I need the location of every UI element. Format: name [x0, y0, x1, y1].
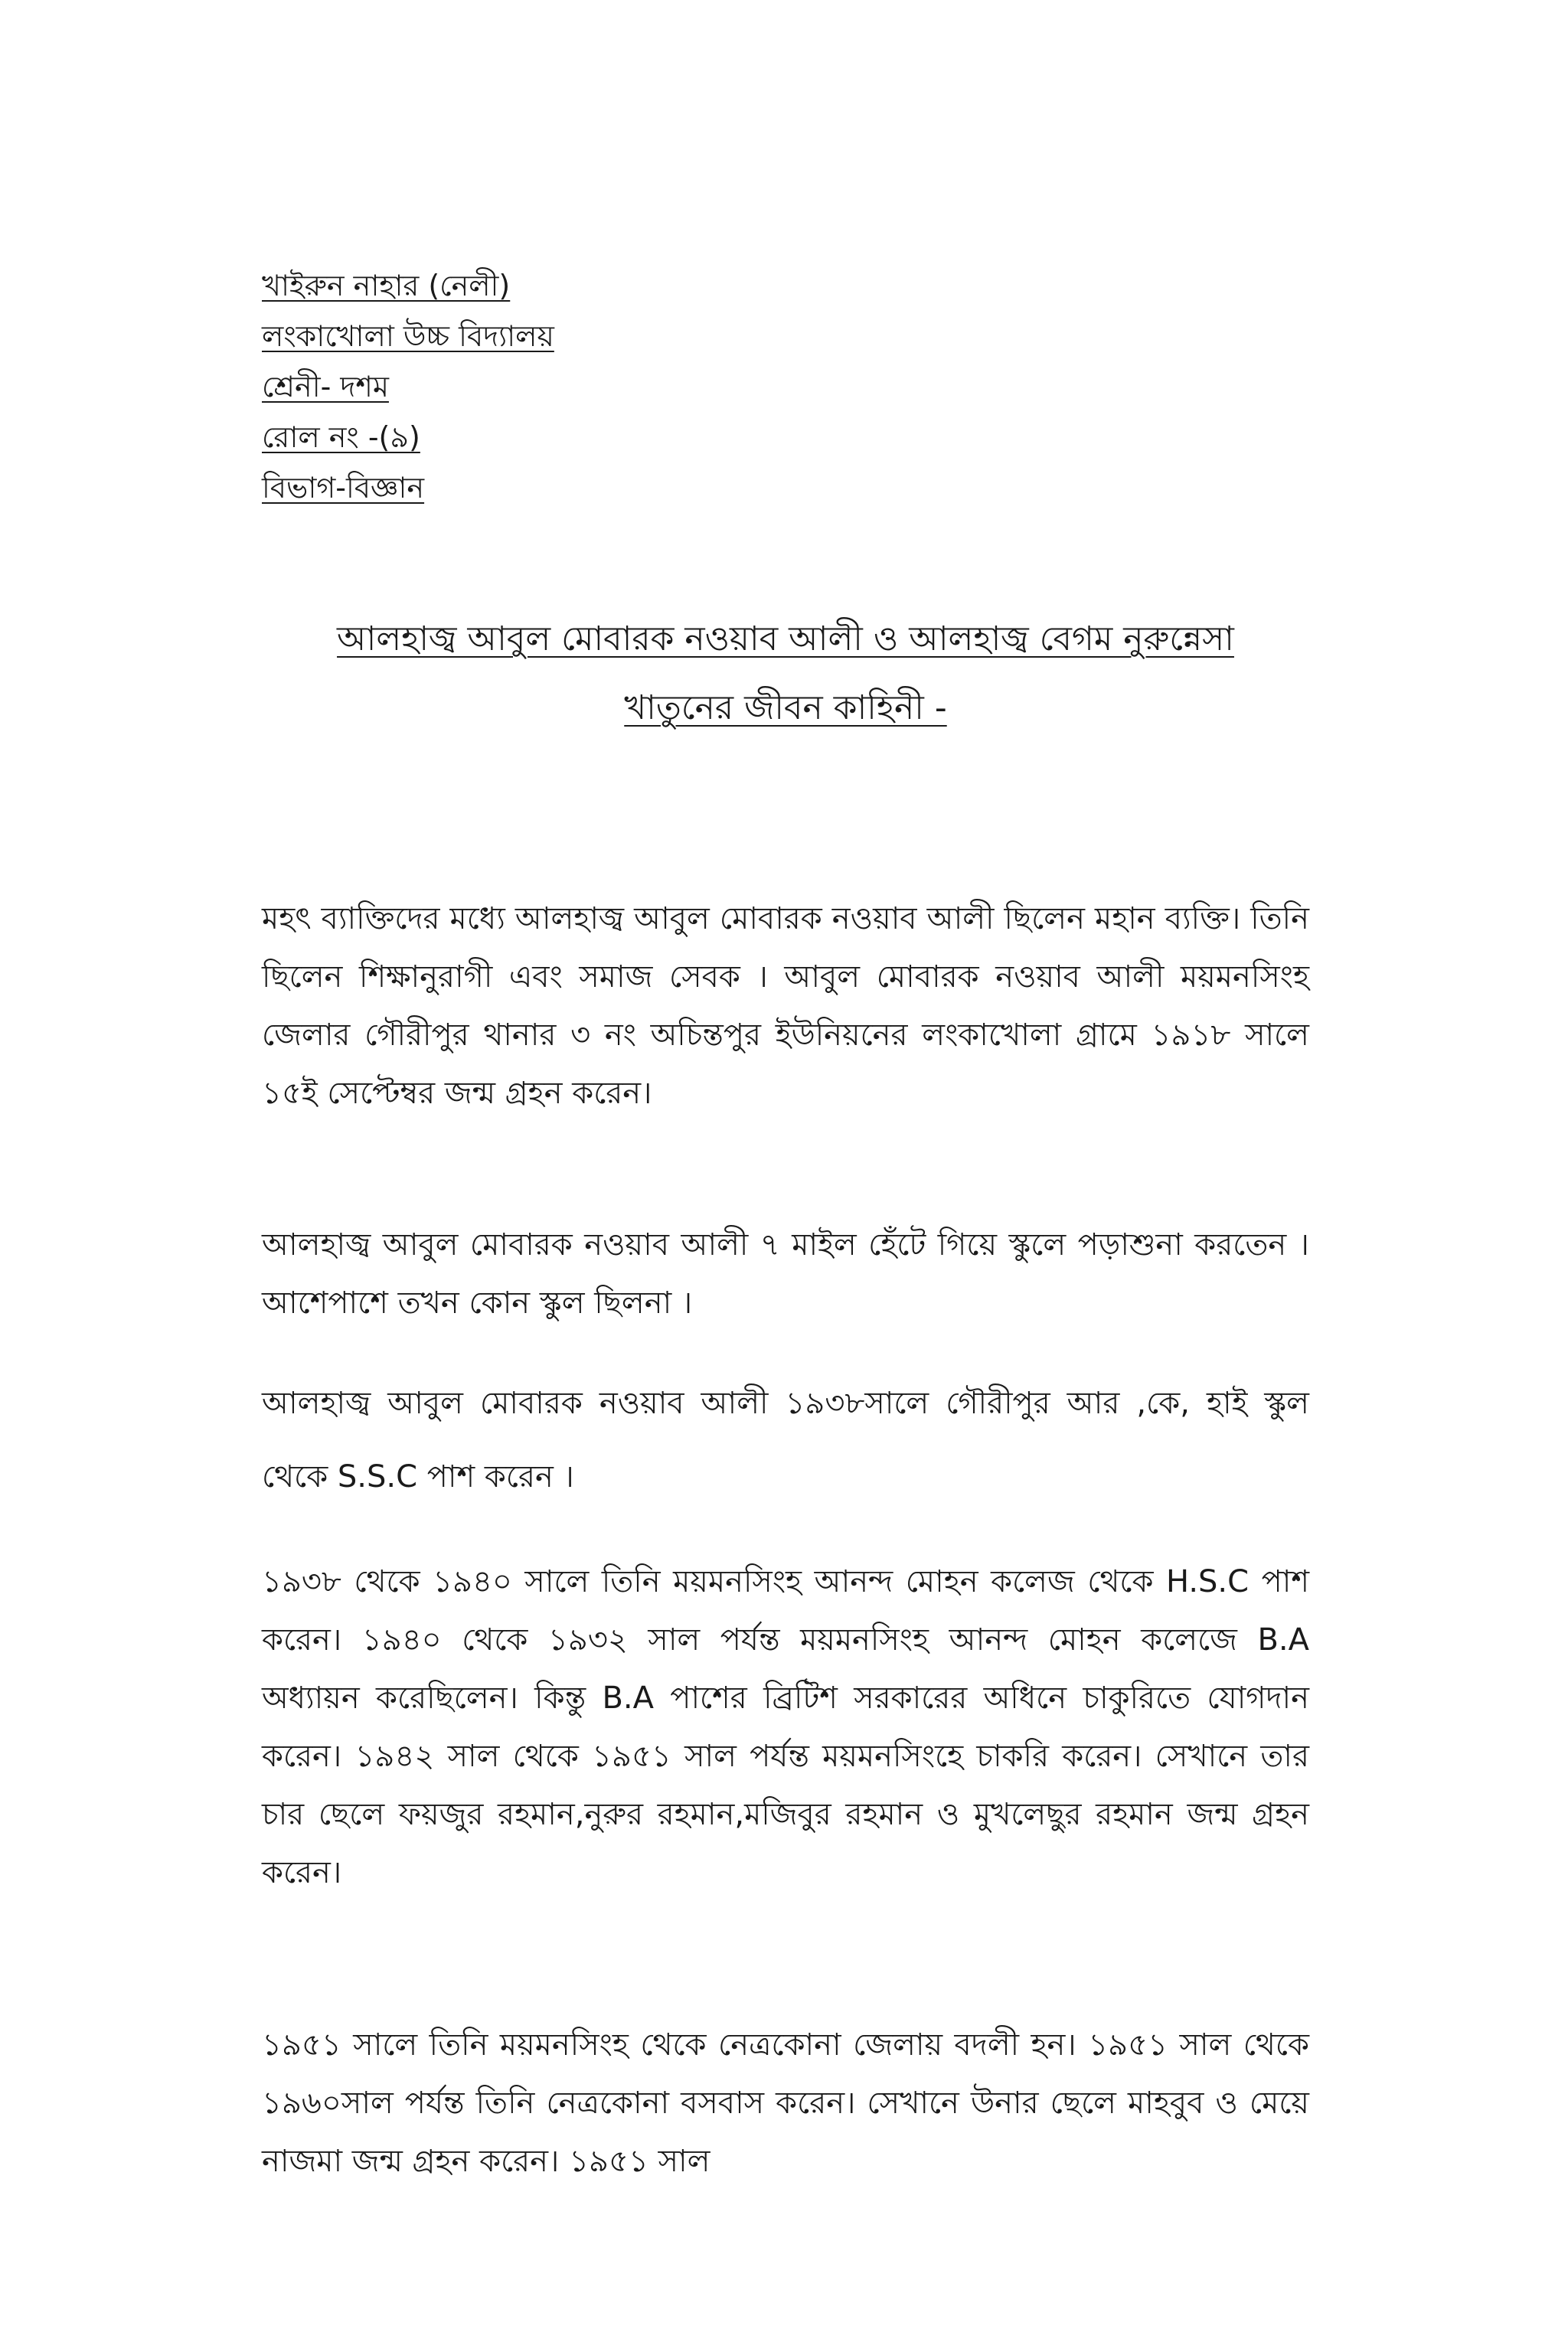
- student-info-block: [262, 260, 951, 513]
- student-class: শ্রেনী- দশম: [262, 370, 389, 403]
- title-line-1: আলহাজ্ব আবুল মোবারক নওয়াব আলী ও আলহাজ্ব বেগম নুরুন্নেসা: [337, 619, 1234, 658]
- paragraph-walk-to-school: আলহাজ্ব আবুল মোবারক নওয়াব আলী ৭ মাইল হেঁটে গিয়ে স্কুলে পড়াশুনা করতেন । আশেপাশে তখন কোন স্কুল ছিলনা ।: [262, 1227, 1309, 1321]
- paragraph-netrokona: ১৯৫১ সালে তিনি ময়মনসিংহ থেকে নেত্রকোনা জেলায় বদলী হন। ১৯৫১ সাল থেকে ১৯৬০সাল পর্যন্ত তিনি নেত্রকোনা বসবাস করেন। সেখানে উনার ছেলে মাহবুব ও মেয়ে নাজমা জন্ম গ্রহন করেন। ১৯৫১ সাল: [262, 2027, 1309, 2179]
- document-title: [262, 605, 1309, 743]
- school-name: লংকাখোলা উচ্চ বিদ্যালয়: [262, 319, 554, 353]
- student-name: খাইরুন নাহার (নেলী): [262, 269, 511, 302]
- paragraph-ssc: আলহাজ্ব আবুল মোবারক নওয়াব আলী ১৯৩৮সালে গৌরীপুর আর ,কে, হাই স্কুল থেকে S.S.C পাশ করেন ।: [262, 1386, 1309, 1494]
- paragraph-education-career: ১৯৩৮ থেকে ১৯৪০ সালে তিনি ময়মনসিংহ আনন্দ মোহন কলেজ থেকে H.S.C পাশ করেন। ১৯৪০ থেকে ১৯৩২ সাল পর্যন্ত ময়মনসিংহ আনন্দ মোহন কলেজে B.A অধ্যায়ন করেছিলেন। কিন্তু B.A পাশের ব্রিটিশ সরকারের অধিনে চাকুরিতে যোগদান করেন। ১৯৪২ সাল থেকে ১৯৫১ সাল পর্যন্ত ময়মনসিংহে চাকরি করেন। সেখানে তার চার ছেলে ফয়জুর রহমান,নুরুর রহমান,মজিবুর রহমান ও মুখলেছুর রহমান জন্ম গ্রহন করেন।: [262, 1564, 1309, 1890]
- title-line-2: খাতুনের জীবন কাহিনী -: [624, 688, 947, 727]
- paragraph-birth: মহৎ ব্যাক্তিদের মধ্যে আলহাজ্ব আবুল মোবারক নওয়াব আলী ছিলেন মহান ব্যক্তি। তিনি ছিলেন শিক্ষানুরাগী এবং সমাজ সেবক । আবুল মোবারক নওয়াব আলী ময়মনসিংহ জেলার গৌরীপুর থানার ৩ নং অচিন্তপুর ইউনিয়নের লংকাখোলা গ্রামে ১৯১৮ সালে ১৫ই সেপ্টেম্বর জন্ম গ্রহন করেন।: [262, 901, 1309, 1111]
- student-department: বিভাগ-বিজ্ঞান: [262, 471, 425, 505]
- roll-number: রোল নং -(৯): [262, 420, 420, 454]
